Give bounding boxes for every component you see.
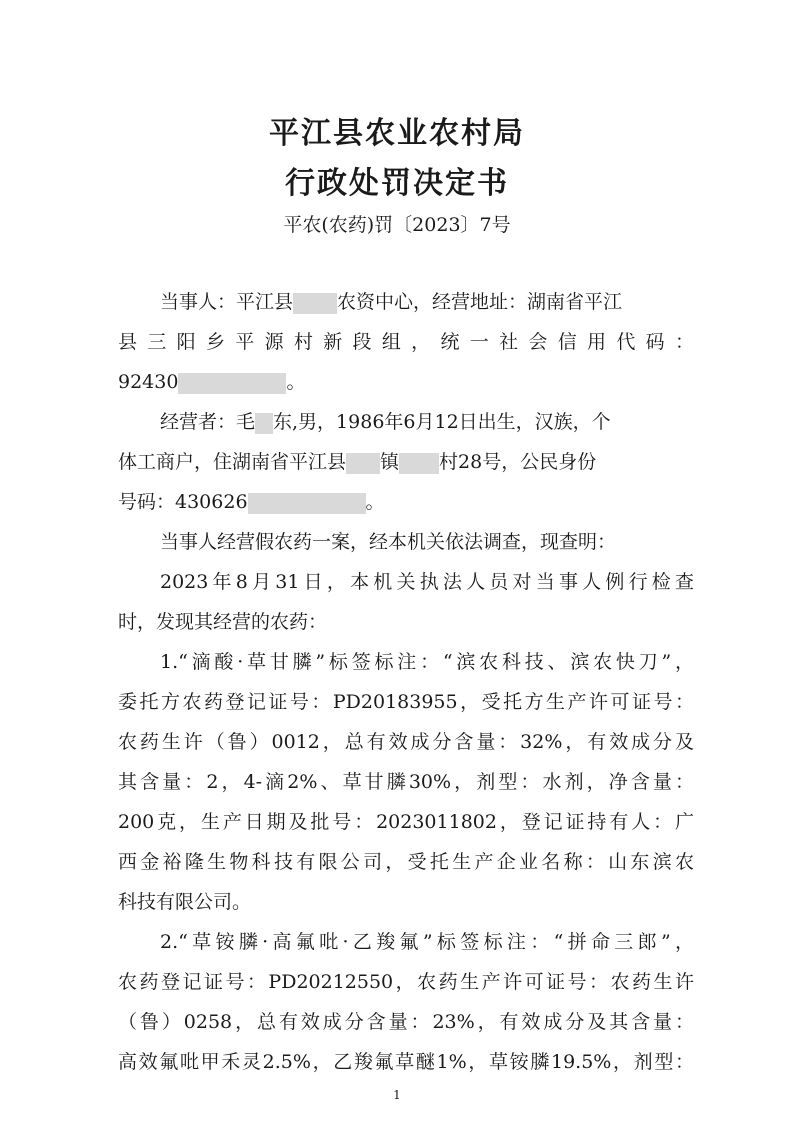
redaction-block <box>346 453 380 474</box>
item1-line: 西金裕隆生物科技有限公司，受托生产企业名称：山东滨农 <box>118 851 694 873</box>
document-number: 平农(农药)罚〔2023〕7号 <box>283 214 511 236</box>
page-number: 1 <box>393 1088 401 1102</box>
item1-line: 1.“滴酸·草甘膦”标签标注：“滨农科技、滨农快刀”， <box>160 651 694 673</box>
issuer-title: 平江县农业农村局 <box>269 116 525 151</box>
document-title: 行政处罚决定书 <box>285 166 509 201</box>
case-line: 2023年8月31日，本机关执法人员对当事人例行检查 <box>160 571 694 593</box>
redaction-block <box>248 493 366 514</box>
redaction-block <box>399 453 439 474</box>
item2-line: 高效氟吡甲禾灵2.5%，乙羧氟草醚1%，草铵膦19.5%，剂型： <box>118 1051 694 1073</box>
item1-line: 科技有限公司。 <box>118 891 252 913</box>
item2-line: 2.“草铵膦·高氟吡·乙羧氟”标签标注：“拼命三郎”， <box>160 931 694 953</box>
item2-line: （鲁）0258，总有效成分含量：23%，有效成分及其含量： <box>118 1011 694 1033</box>
operator-line: 号码：430626 。 <box>118 491 385 513</box>
item1-line: 委托方农药登记证号：PD20183955，受托方生产许可证号： <box>118 691 694 713</box>
case-line: 时，发现其经营的农药： <box>118 611 328 633</box>
item1-line: 农药生许（鲁）0012，总有效成分含量：32%，有效成分及 <box>118 731 694 753</box>
item1-line: 其含量：2，4-滴2%、草甘膦30%，剂型：水剂，净含量： <box>118 771 694 793</box>
redaction-block <box>255 413 273 434</box>
case-intro: 当事人经营假农药一案，经本机关依法调查，现查明： <box>160 531 617 553</box>
party-line: 县三阳乡平源村新段组，统一社会信用代码： <box>118 331 694 353</box>
party-line: 当事人：平江县 农资中心，经营地址：湖南省平江 <box>160 291 623 313</box>
redaction-block <box>293 293 337 314</box>
party-line: 92430 。 <box>118 371 306 393</box>
item2-line: 农药登记证号：PD20212550，农药生产许可证号：农药生许 <box>118 971 694 993</box>
item1-line: 200克，生产日期及批号：2023011802，登记证持有人：广 <box>118 811 694 833</box>
operator-line: 体工商户，住湖南省平江县 镇 村28号，公民身份 <box>118 451 597 473</box>
operator-line: 经营者：毛 东,男，1986年6月12日出生，汉族，个 <box>160 411 611 433</box>
redaction-block <box>178 373 286 394</box>
